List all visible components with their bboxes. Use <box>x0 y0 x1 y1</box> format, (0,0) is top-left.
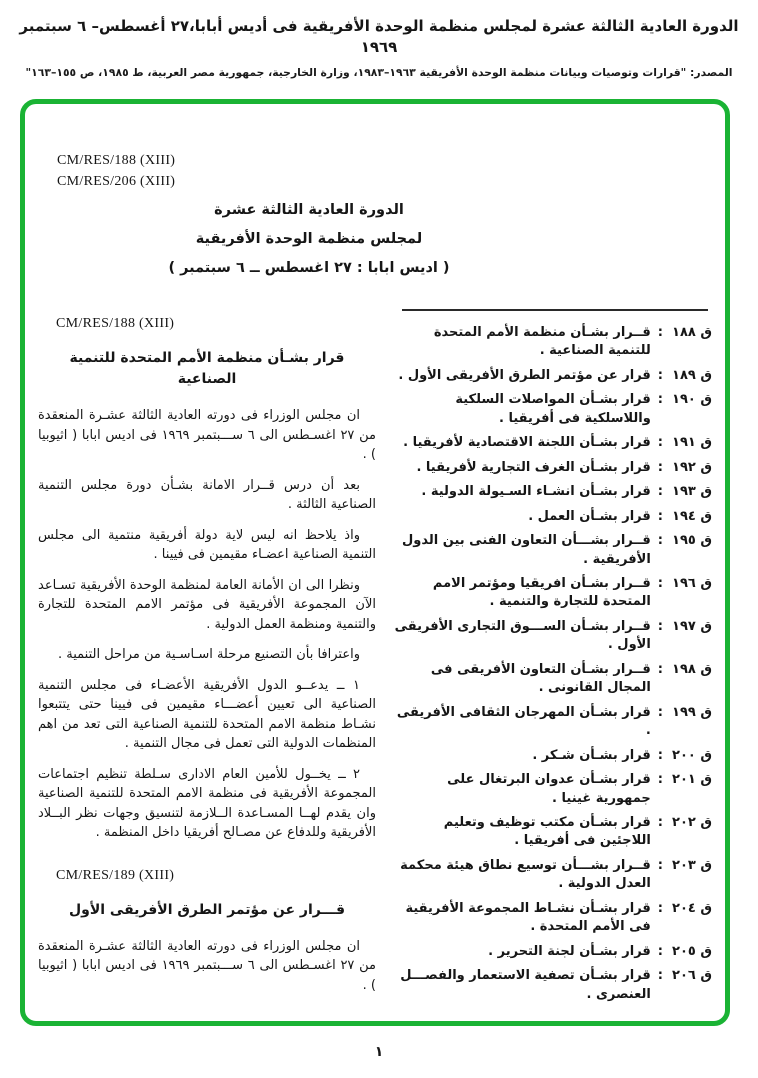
resolution-188-paragraph: ٢ ــ يخــول للأمين العام الادارى سـلطة تنظيم اجتماعات المجموعة الأفريقية فى منظمة الامم المتحدة للتنمية الصناعية وان يقدم لهــا المسـاعدة الــلازمة لتنسيق وجهات نظر البــلاد الأفريقية وللدفاع عن مصـالح أفريقيا داخل المنظمة . <box>38 766 376 840</box>
resolutions-index-list <box>392 324 712 1004</box>
resolution-number: ق ١٩٦ <box>672 575 712 591</box>
resolution-number: ق ٢٠٢ <box>672 814 712 830</box>
page-header <box>0 16 758 79</box>
session-title-block <box>0 202 659 289</box>
resolution-index-item <box>392 434 712 452</box>
resolution-separator: : <box>657 772 663 788</box>
resolution-188-ref: CM/RES/188 (XIII) <box>56 316 175 331</box>
resolution-number: ق ٢٠٦ <box>672 968 712 984</box>
session-title-line3: ( اديس ابابا : ٢٧ اغسطس ــ ٦ سبتمبر ) <box>168 260 450 276</box>
resolution-index-item <box>392 483 712 501</box>
resolution-index-item <box>392 459 712 477</box>
resolution-188-paragraph: ونظرا الى ان الأمانة العامة لمنظمة الوحدة الأفريقية تسـاعد الآن المجموعة الأفريقية فى مؤتمر الامم المتحدة للتجارة والتنمية ومنظمة العمل الدولية . <box>38 577 376 632</box>
resolution-title: قرار بشـأن مكتب توظيف وتعليم اللاجئين فى أفريقيا . <box>443 814 651 849</box>
resolution-number: ق ١٨٩ <box>672 367 712 383</box>
resolution-number: ق ١٩٨ <box>672 661 712 677</box>
resolution-189-ref: CM/RES/189 (XIII) <box>56 867 175 883</box>
reference-codes-top <box>57 150 175 192</box>
resolution-number: ق ١٩١ <box>672 435 712 451</box>
resolution-number: ق ٢٠٥ <box>672 943 712 959</box>
resolution-188-paragraph: واذ يلاحظ انه ليس لاية دولة أفريقية منتمية الى مجلس التنمية الصناعية اعضـاء مقيمين فى فيينا . <box>38 527 376 562</box>
resolution-separator: : <box>657 661 663 677</box>
resolution-188-paragraph: واعترافا بأن التصنيع مرحلة اسـاسـية من مراحل التنمية . <box>57 647 360 662</box>
resolution-separator: : <box>657 747 663 763</box>
resolution-title: قرار بشـأن الغرف التجارية لأفريقيا . <box>416 459 651 475</box>
resolution-number: ق ١٩٩ <box>672 704 712 720</box>
two-column-layout <box>38 307 712 1013</box>
resolution-separator: : <box>657 575 663 591</box>
resolution-index-item <box>392 747 712 765</box>
resolution-index-item <box>392 771 712 808</box>
resolution-title: قرار بشـأن المواصلات السلكية واللاسلكية فى أفريقيا . <box>455 392 651 426</box>
reference-code-line: CM/RES/206 (XIII) <box>57 174 176 189</box>
resolution-title: قرار بشـأن نشـاط المجموعة الأفريقية فى الأمم المتحدة . <box>405 900 651 935</box>
resolution-number: ق ١٩٢ <box>672 459 712 475</box>
resolution-title: قرار بشـأن العمل . <box>528 508 651 524</box>
document-frame <box>20 99 730 1026</box>
resolution-188-paragraph: بعد أن درس قــرار الامانة بشـأن دورة مجلس التنمية الصناعية الثالثة . <box>38 477 376 512</box>
resolution-separator: : <box>657 367 663 383</box>
resolution-number: ق ٢٠٤ <box>672 900 712 916</box>
resolution-separator: : <box>657 533 663 549</box>
resolution-separator: : <box>657 508 663 524</box>
resolution-188-heading: قرار بشـأن منظمة الأمم المتحدة للتنمية الصناعية <box>69 350 345 387</box>
resolution-separator: : <box>657 392 663 408</box>
resolution-number: ق ١٨٨ <box>672 325 712 340</box>
resolution-title: قرار بشـأن لجنة التحرير . <box>488 943 651 959</box>
resolution-number: ق ٢٠٠ <box>672 747 712 763</box>
source-citation: المصدر: "قرارات وتوصيات وبيانات منظمة الوحدة الأفريقية ١٩٦٣–١٩٨٣، وزارة الخارجية، جمهورية مصر العربية، ط ١٩٨٥، ص ١٥٥–١٦٣" <box>25 66 733 79</box>
resolution-title: قرار عن مؤتمر الطرق الأفريقى الأول . <box>398 367 651 383</box>
resolution-index-item <box>392 575 712 612</box>
resolution-title: قرار بشـأن اللجنة الاقتصادية لأفريقيا . <box>403 435 651 451</box>
resolution-index-item <box>392 391 712 428</box>
resolution-separator: : <box>657 435 663 451</box>
resolution-separator: : <box>657 814 663 830</box>
resolution-separator: : <box>657 704 663 720</box>
resolution-index-item <box>392 704 712 741</box>
resolution-separator: : <box>657 943 663 959</box>
resolution-index-item <box>392 618 712 655</box>
resolution-number: ق ٢٠١ <box>672 772 712 788</box>
resolution-index-item <box>392 367 712 385</box>
resolution-number: ق ١٩٥ <box>672 533 712 549</box>
resolution-index-item <box>392 508 712 526</box>
session-header-title: الدورة العادية الثالثة عشرة لمجلس منظمة الوحدة الأفريقية فى أديس أبابا،٢٧ أغسطس– ٦ سبتمبر ١٩٦٩ <box>19 17 739 56</box>
resolution-188-paragraph: ١ ــ يدعــو الدول الأفريقية الأعضـاء فى مجلس التنمية الصناعية الى تعيين أعضـــاء مقيمين فى فيينا حتى يتتبعوا نشـاط منظمة الامم المتحدة للتنمية الصناعية التى تعد من اهم المنظمات الدولية التى تعمل فى مجال التنمية . <box>38 677 376 751</box>
resolution-separator: : <box>657 459 663 475</box>
resolution-188-block <box>38 313 376 843</box>
resolution-title: قرار بشـأن عدوان البرتغال على جمهورية غينيا . <box>447 772 651 806</box>
resolution-title: قــرار بشـــأن توسيع نطاق هيئة محكمة العدل الدولية . <box>400 857 651 892</box>
resolution-189-block <box>38 865 376 996</box>
resolution-title: قــرار بشـأن منظمة الأمم المتحدة للتنمية الصناعية . <box>433 325 651 359</box>
page-number: ١ <box>374 1044 384 1060</box>
resolution-title: قرار بشـأن انشـاء السـيولة الدولية . <box>421 484 651 500</box>
resolution-index-item <box>392 900 712 937</box>
resolution-188-paragraph: ان مجلس الوزراء فى دورته العادية الثالثة عشـرة المنعقدة من ٢٧ اغسـطس الى ٦ ســـبتمبر ١٩٦٩ فى اديس ابابا ( اثيوبيا ) . <box>38 408 377 462</box>
resolution-189-paragraph: ان مجلس الوزراء فى دورته العادية الثالثة عشـرة المنعقدة من ٢٧ اغسـطس الى ٦ ســـبتمبر ١٩٦٩ فى اديس ابابا ( اثيوبيا ) . <box>38 938 377 993</box>
resolution-index-item <box>392 943 712 961</box>
session-title-line1: الدورة العادية الثالثة عشرة <box>214 202 404 218</box>
resolution-189-heading: قـــرار عن مؤتمر الطرق الأفريقى الأول <box>68 901 345 918</box>
session-title-line2: لمجلس منظمة الوحدة الأفريقية <box>195 231 423 247</box>
resolution-index-item <box>392 857 712 894</box>
resolution-separator: : <box>657 484 663 500</box>
resolution-number: ق ١٩٧ <box>672 618 712 634</box>
resolution-title: قــرار بشـأن افريقيا ومؤتمر الامم المتحدة للتجارة والتنمية . <box>432 575 651 610</box>
resolution-title: قــرار بشـأن التعاون الأفريقى فى المجال القانونى . <box>430 661 651 696</box>
resolution-index-item <box>392 661 712 698</box>
resolution-separator: : <box>657 618 663 634</box>
resolution-index-item <box>392 324 712 361</box>
resolution-title: قرار بشـأن المهرجان الثقافى الأفريقى . <box>396 704 651 739</box>
resolution-separator: : <box>657 968 663 984</box>
resolution-title: قــرار بشـأن الســـوق التجارى الأفريقى الأول . <box>394 618 651 653</box>
resolution-number: ق ١٩٤ <box>672 508 712 524</box>
resolution-index-item <box>392 967 712 1004</box>
resolution-number: ق ٢٠٣ <box>672 857 712 873</box>
resolution-separator: : <box>657 857 663 873</box>
resolution-separator: : <box>657 900 663 916</box>
resolution-separator: : <box>657 325 663 340</box>
reference-code-line: CM/RES/188 (XIII) <box>57 153 176 168</box>
resolution-title: قــرار بشـــأن التعاون الفنى بين الدول الأفريقية . <box>402 533 651 567</box>
index-top-rule <box>402 309 708 311</box>
resolutions-index-column <box>392 307 712 1010</box>
resolution-title: قرار بشـأن شـكر . <box>532 747 651 763</box>
resolution-body-column <box>38 307 376 1006</box>
resolution-index-item <box>392 814 712 851</box>
resolution-title: قرار بشـأن تصفية الاستعمار والفصـــل العنصرى . <box>400 968 651 1002</box>
resolution-number: ق ١٩٠ <box>672 392 712 408</box>
resolution-index-item <box>392 532 712 569</box>
resolution-number: ق ١٩٣ <box>672 484 712 500</box>
